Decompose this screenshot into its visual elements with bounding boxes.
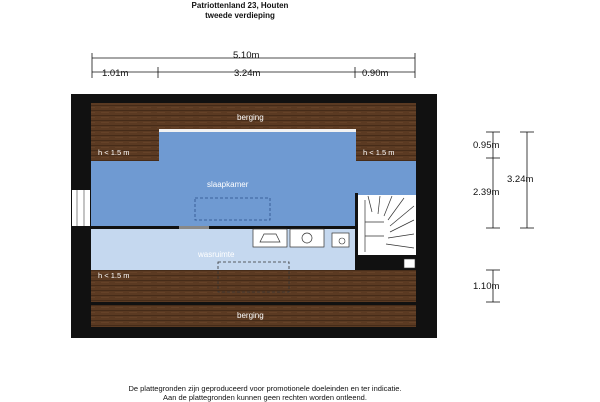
- total-depth-label: 3.24m: [507, 174, 534, 185]
- bedroom-label: slaapkamer: [207, 180, 249, 189]
- small-cabinet: [404, 259, 415, 268]
- washing-machine: [290, 229, 324, 247]
- low-ceiling-right-top-label: h < 1.5 m: [363, 148, 395, 157]
- boiler: [332, 233, 349, 247]
- plan-address: Patriottenland 23, Houten: [191, 1, 289, 10]
- storage-divider: [91, 302, 416, 305]
- stair-wall: [355, 193, 358, 270]
- right-width-label: 0.90m: [362, 68, 389, 79]
- plan-floor-name: tweede verdieping: [205, 11, 275, 20]
- bottom-low-ceiling-area: [91, 270, 416, 303]
- storage-bottom-label: berging: [237, 311, 264, 320]
- storage-top-label: berging: [237, 113, 264, 122]
- low-ceiling-left-bottom-label: h < 1.5 m: [98, 271, 130, 280]
- bedroom-area-right: [356, 161, 416, 195]
- depth-dimensions: [486, 132, 534, 302]
- bedroom-divider-wall: [91, 226, 179, 229]
- disclaimer-line-1: De plattegronden zijn geproduceerd voor promotionele doeleinden en ter indicatie.: [128, 384, 402, 393]
- knee-wall-top: [159, 129, 356, 132]
- laundry-label: wasruimte: [198, 250, 235, 259]
- disclaimer-line-2: Aan de plattegronden kunnen geen rechten worden ontleend.: [163, 393, 367, 402]
- low-ceiling-left-top-label: h < 1.5 m: [98, 148, 130, 157]
- sink-fixture: [253, 229, 287, 247]
- staircase: [358, 195, 416, 255]
- total-width-label: 5.10m: [233, 50, 260, 61]
- left-window: [72, 190, 90, 226]
- bedroom-door-opening: [179, 226, 209, 229]
- bedroom-area: [159, 131, 356, 161]
- middle-depth-label: 2.39m: [473, 187, 500, 198]
- left-width-label: 1.01m: [102, 68, 129, 79]
- bedroom-divider-wall-right: [209, 226, 357, 229]
- bottom-depth-label: 1.10m: [473, 281, 500, 292]
- middle-width-label: 3.24m: [234, 68, 261, 79]
- top-depth-label: 0.95m: [473, 140, 500, 151]
- bedroom-area-main: [91, 161, 357, 228]
